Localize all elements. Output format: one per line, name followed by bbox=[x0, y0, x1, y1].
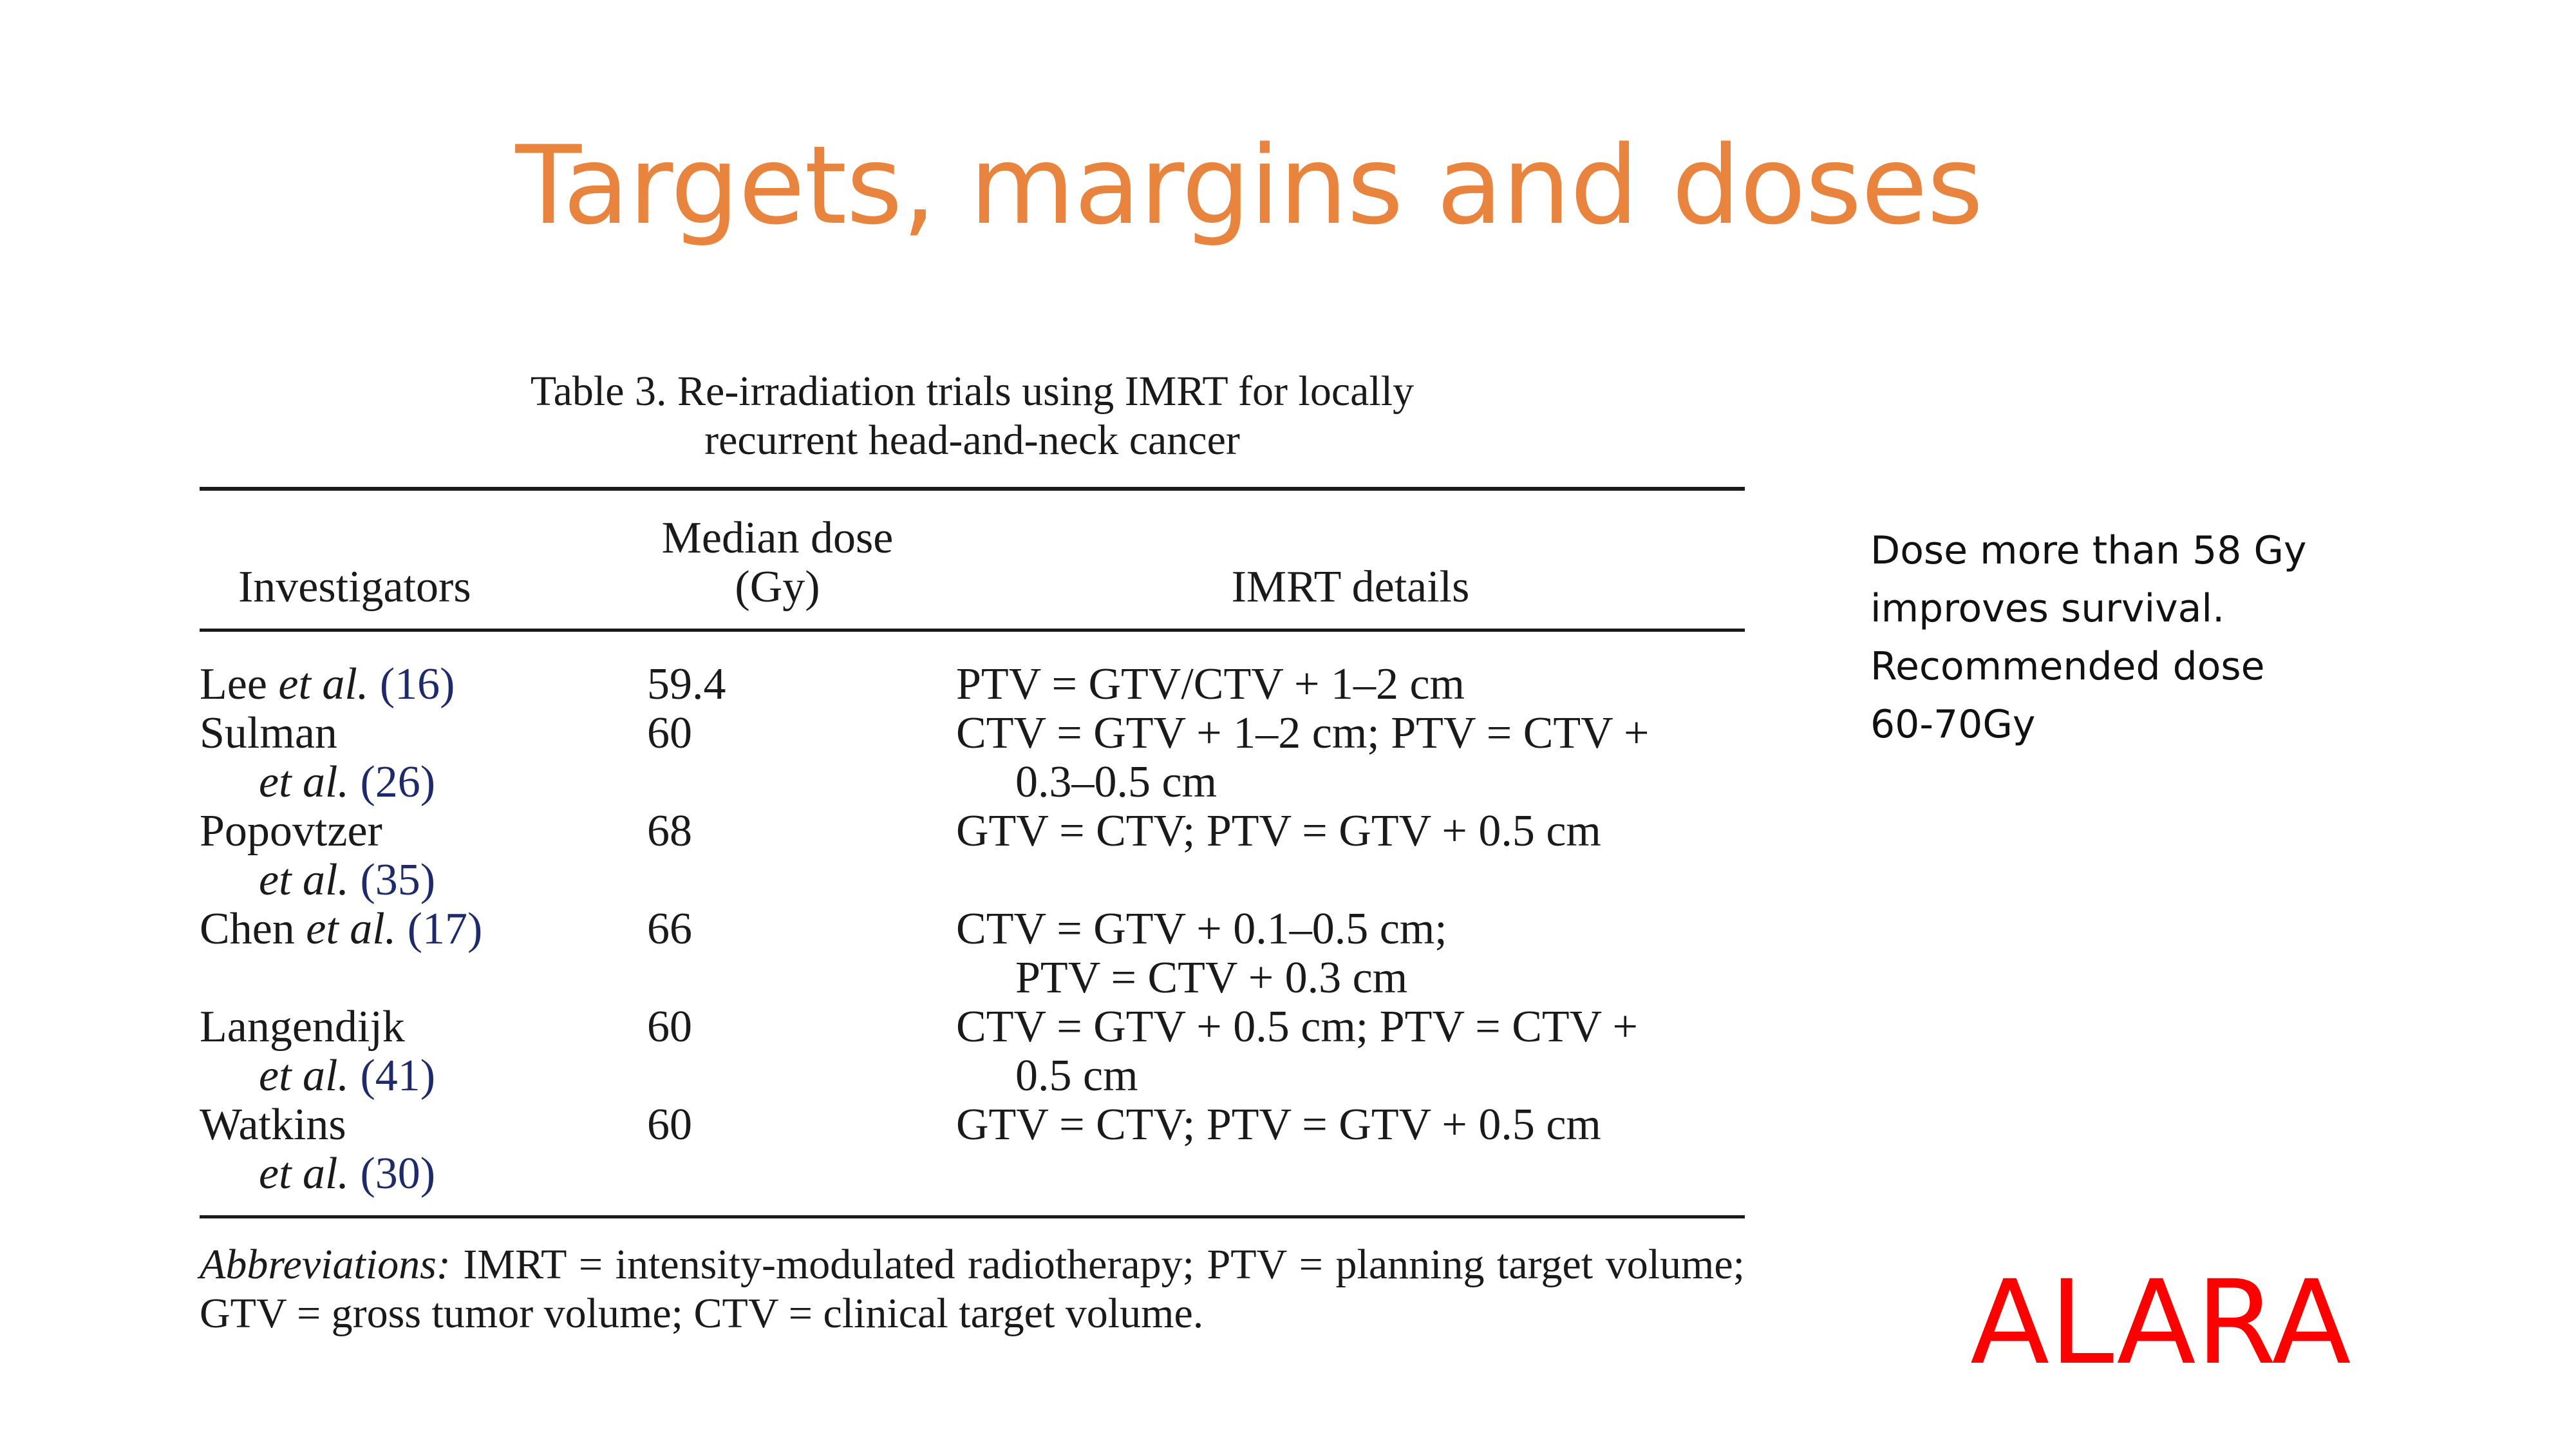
investigator-name: Popovtzer bbox=[200, 806, 382, 856]
side-note-line3: Recommended dose bbox=[1870, 644, 2265, 689]
investigator-name: Watkins bbox=[200, 1100, 346, 1150]
cell-median-dose: 60 bbox=[647, 1002, 692, 1052]
cell-investigator bbox=[200, 807, 599, 905]
side-note-line2: improves survival. bbox=[1870, 586, 2225, 631]
cell-median-dose: 60 bbox=[647, 708, 692, 758]
cell-median-dose: 68 bbox=[647, 806, 692, 856]
investigator-name: Langendijk bbox=[200, 1002, 405, 1052]
citation-ref: (26) bbox=[360, 757, 436, 807]
cell-investigator bbox=[200, 905, 599, 1003]
trials-table bbox=[200, 491, 1745, 1215]
investigator-etal: et al. bbox=[259, 757, 349, 807]
investigator-etal: et al. bbox=[306, 904, 397, 954]
header-median-dose-line1: Median dose bbox=[661, 513, 894, 563]
table-caption bbox=[200, 367, 1745, 465]
side-note bbox=[1870, 522, 2373, 753]
imrt-details-line1: CTV = GTV + 1–2 cm; PTV = CTV + bbox=[956, 708, 1650, 758]
investigator-name: Sulman bbox=[200, 708, 337, 758]
imrt-details-line2: 0.5 cm bbox=[1015, 1051, 1138, 1101]
citation-ref: (16) bbox=[379, 659, 455, 709]
slide-title: Targets, margins and doses bbox=[515, 122, 1983, 249]
table-row bbox=[200, 709, 1745, 807]
cell-investigator bbox=[200, 1101, 599, 1215]
table-row bbox=[200, 632, 1745, 709]
citation-ref: (30) bbox=[360, 1149, 436, 1198]
abbreviations-text: IMRT = intensity-modulated radiotherapy; PTV = planning target volume; GTV = gross tumor volume; CTV = clinical target volume. bbox=[200, 1241, 1745, 1337]
cell-imrt-details bbox=[956, 905, 1745, 1003]
imrt-details-line1: PTV = GTV/CTV + 1–2 cm bbox=[956, 659, 1465, 709]
table-row bbox=[200, 905, 1745, 1003]
table-row bbox=[200, 807, 1745, 905]
cell-median-dose: 66 bbox=[647, 904, 692, 954]
table-bottom-rule bbox=[200, 1215, 1745, 1218]
imrt-details-line2: PTV = CTV + 0.3 cm bbox=[1015, 953, 1408, 1003]
abbreviations-label: Abbreviations: bbox=[200, 1241, 451, 1288]
side-note-line1: Dose more than 58 Gy bbox=[1870, 528, 2307, 573]
table-header-row bbox=[200, 491, 1745, 629]
cell-investigator bbox=[200, 1003, 599, 1101]
header-imrt-details: IMRT details bbox=[1231, 562, 1470, 612]
table-row bbox=[200, 1101, 1745, 1215]
investigator-etal: et al. bbox=[259, 855, 349, 905]
imrt-details-line1: GTV = CTV; PTV = GTV + 0.5 cm bbox=[956, 806, 1601, 856]
imrt-details-line1: CTV = GTV + 0.1–0.5 cm; bbox=[956, 904, 1447, 954]
investigator-etal: et al. bbox=[259, 1149, 349, 1198]
cell-imrt-details bbox=[956, 807, 1745, 905]
investigator-etal: et al. bbox=[259, 1051, 349, 1101]
investigator-name: Lee bbox=[200, 659, 267, 709]
alara-label: ALARA bbox=[1970, 1256, 2351, 1390]
citation-ref: (17) bbox=[407, 904, 483, 954]
header-median-dose bbox=[599, 491, 956, 629]
header-investigators: Investigators bbox=[238, 562, 471, 612]
table-figure bbox=[200, 367, 1745, 1338]
abbreviations-note bbox=[200, 1240, 1745, 1338]
side-note-line4: 60-70Gy bbox=[1870, 702, 2036, 747]
imrt-details-line1: GTV = CTV; PTV = GTV + 0.5 cm bbox=[956, 1100, 1601, 1150]
cell-median-dose: 59.4 bbox=[647, 659, 726, 709]
investigator-etal: et al. bbox=[278, 659, 369, 709]
table-caption-line2: recurrent head-and-neck cancer bbox=[704, 417, 1240, 464]
citation-ref: (35) bbox=[360, 855, 436, 905]
cell-imrt-details bbox=[956, 1003, 1745, 1101]
table-row bbox=[200, 1003, 1745, 1101]
cell-investigator bbox=[200, 709, 599, 807]
table-caption-line1: Table 3. Re-irradiation trials using IMRT for locally bbox=[530, 368, 1415, 415]
cell-median-dose: 60 bbox=[647, 1100, 692, 1150]
imrt-details-line2: 0.3–0.5 cm bbox=[1015, 757, 1217, 807]
table-body bbox=[200, 632, 1745, 1215]
cell-imrt-details bbox=[956, 1101, 1745, 1215]
header-median-dose-line2: (Gy) bbox=[735, 562, 820, 612]
cell-investigator bbox=[200, 632, 599, 709]
citation-ref: (41) bbox=[360, 1051, 436, 1101]
cell-imrt-details bbox=[956, 709, 1745, 807]
investigator-name: Chen bbox=[200, 904, 295, 954]
cell-imrt-details bbox=[956, 632, 1745, 709]
imrt-details-line1: CTV = GTV + 0.5 cm; PTV = CTV + bbox=[956, 1002, 1638, 1052]
